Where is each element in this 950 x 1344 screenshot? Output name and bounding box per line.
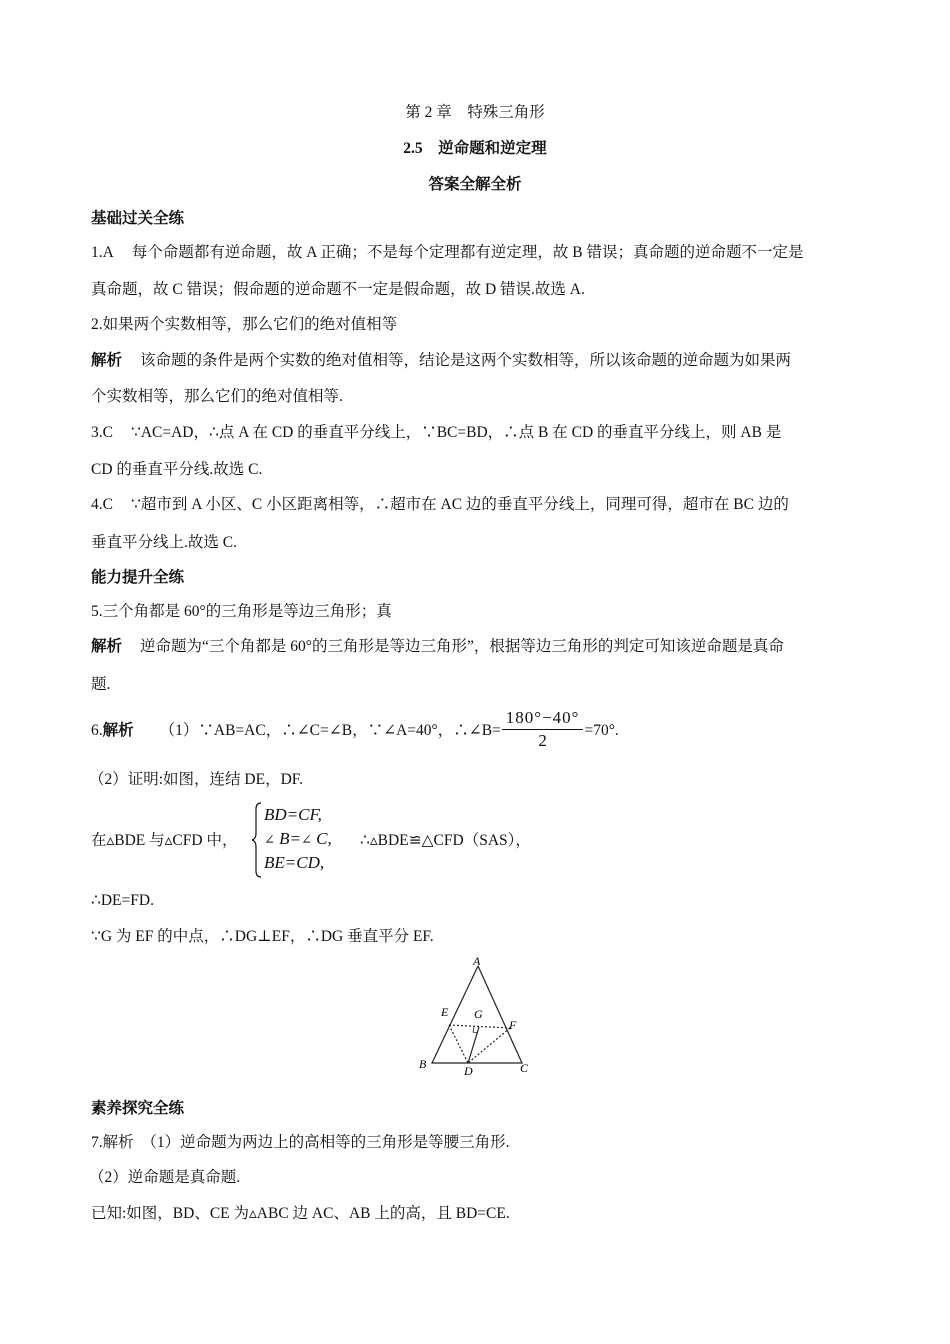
section-heading-literacy: 素养探究全练 xyxy=(91,1100,185,1117)
angle-symbol: ∠ xyxy=(264,832,275,847)
chapter-title: 第 2 章 特殊三角形 xyxy=(405,104,545,121)
left-brace xyxy=(250,801,264,879)
label-f: F xyxy=(509,1018,517,1032)
analysis-label: 解析 xyxy=(91,352,123,369)
system-line-3: BE=CD, xyxy=(264,853,325,872)
q3-line2: CD 的垂直平分线.故选 C. xyxy=(91,461,263,478)
label-c: C xyxy=(520,1061,529,1075)
analysis-label: 解析 xyxy=(91,638,123,655)
q7-line3: 已知:如图，BD、CE 为▵ABC 边 AC、AB 上的高，且 BD=CE. xyxy=(91,1205,510,1222)
subtitle: 答案全解全析 xyxy=(428,176,522,193)
segment-de xyxy=(449,1025,468,1063)
q4-line1 xyxy=(91,495,789,515)
q7-line1: 7.解析 （1）逆命题为两边上的高相等的三角形是等腰三角形. xyxy=(91,1134,510,1151)
q4-number: 4.C xyxy=(91,496,113,513)
system-line-2-part1: B= xyxy=(279,829,302,848)
q1-line2: 真命题，故 C 错误；假命题的逆命题不一定是假命题，故 D 错误.故选 A. xyxy=(91,281,585,298)
q4-text-1: ∵超市到 A 小区、C 小区距离相等，∴超市在 AC 边的垂直平分线上，同理可得，超市在 BC 边的 xyxy=(130,496,789,513)
q1-line1 xyxy=(91,243,804,263)
q4-line2: 垂直平分线上.故选 C. xyxy=(91,534,237,551)
q1-text-1: 每个命题都有逆命题，故 A 正确；不是每个定理都有逆定理，故 B 错误；真命题的逆命题不一定是 xyxy=(131,244,804,261)
section-heading-basic: 基础过关全练 xyxy=(91,210,185,227)
section-heading-ability: 能力提升全练 xyxy=(91,569,185,586)
fraction xyxy=(502,709,584,750)
system-line-2 xyxy=(264,829,332,850)
q5-text-1: 逆命题为“三个角都是 60°的三角形是等边三角形”，根据等边三角形的判定可知该逆命题是真命 xyxy=(140,638,784,655)
q6-number: 6. xyxy=(91,722,103,740)
q7-line2: （2）逆命题是真命题. xyxy=(89,1169,241,1186)
q3-line1 xyxy=(91,423,781,443)
q6-congruence: ∴▵BDE≌△CFD（SAS）， xyxy=(360,832,531,849)
label-b: B xyxy=(419,1057,427,1071)
q6-part1-text: （1）∵AB=AC，∴∠C=∠B，∵∠A=40°，∴∠B= xyxy=(159,722,501,740)
q2-answer: 2.如果两个实数相等，那么它们的绝对值相等 xyxy=(91,316,398,333)
q3-text-1: ∵AC=AD，∴点 A 在 CD 的垂直平分线上，∵BC=BD，∴点 B 在 CD 的垂直平分线上，则 AB 是 xyxy=(130,424,782,441)
label-g: G xyxy=(474,1007,483,1021)
q5-analysis-line1 xyxy=(91,637,784,657)
q6-in-text: 在▵BDE 与▵CFD 中， xyxy=(91,832,238,849)
q6-part2: （2）证明:如图，连结 DE，DF. xyxy=(89,771,304,788)
fraction-denominator: 2 xyxy=(538,731,547,750)
q5-answer: 5.三个角都是 60°的三角形是等边三角形；真 xyxy=(91,603,392,620)
q6-part1 xyxy=(91,708,619,752)
q2-text-1: 该命题的条件是两个实数的绝对值相等，结论是这两个实数相等，所以该命题的逆命题为如果两 xyxy=(140,352,792,369)
system-line-1: BD=CF, xyxy=(264,805,322,824)
equation-system xyxy=(250,801,370,879)
segment-df xyxy=(468,1028,510,1063)
analysis-label: 解析 xyxy=(102,722,134,740)
q2-analysis-line1 xyxy=(91,351,791,371)
q6-therefore: ∴DE=FD. xyxy=(91,892,154,909)
q1-number: 1.A xyxy=(91,244,114,261)
q6-part1-result: =70°. xyxy=(584,722,619,740)
q2-analysis-line2: 个实数相等，那么它们的绝对值相等. xyxy=(91,388,343,405)
q6-last-line: ∵G 为 EF 的中点，∴DG⊥EF，∴DG 垂直平分 EF. xyxy=(91,928,434,945)
label-e: E xyxy=(441,1005,449,1019)
segment-ef xyxy=(449,1025,510,1028)
label-d: D xyxy=(464,1064,473,1078)
system-line-2-part2: C, xyxy=(316,829,332,848)
fraction-numerator: 180°−40° xyxy=(502,709,584,730)
triangle-figure xyxy=(414,953,538,1079)
q5-analysis-line2: 题. xyxy=(91,676,111,693)
label-a: A xyxy=(473,954,481,968)
section-title: 2.5 逆命题和逆定理 xyxy=(403,140,547,157)
q3-number: 3.C xyxy=(91,424,113,441)
angle-symbol: ∠ xyxy=(301,832,312,847)
